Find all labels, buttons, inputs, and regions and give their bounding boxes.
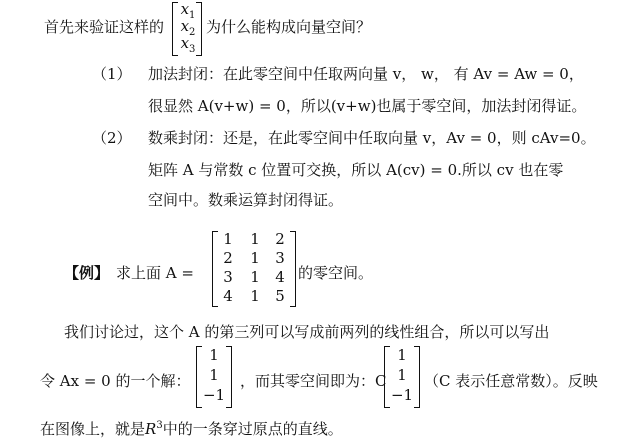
para-line3-after: 中的一条穿过原点的直线。 — [162, 420, 343, 438]
vector-entry-3: $x_3$ — [180, 34, 196, 55]
solution-vector — [196, 346, 232, 408]
solution-entry-2: 1 — [209, 366, 219, 384]
nullspace-vector — [384, 346, 420, 408]
para-line2-mid: ，而其零空间即为：C — [240, 372, 387, 390]
solution-entry-1: 1 — [209, 346, 219, 364]
example-after: 的零空间。 — [298, 264, 374, 282]
matrix-cell: 1 — [250, 230, 260, 248]
para-line1: 我们讨论过，这个 A 的第三列可以写成前两列的线性组合，所以可以写出 — [64, 323, 550, 341]
matrix-cell: 1 — [250, 268, 260, 286]
para-line3-before: 在图像上，就是 — [40, 420, 146, 438]
item2-line1: 数乘封闭：还是，在此零空间中任取向量 v，Av = 0，则 cAv=0。 — [148, 129, 596, 147]
nullspace-entry-3: −1 — [390, 386, 414, 404]
matrix-cell: 1 — [250, 249, 260, 267]
matrix-cell: 4 — [275, 268, 285, 286]
matrix-left-bracket — [212, 231, 218, 307]
item2-line3: 空间中。数乘运算封闭得证。 — [148, 191, 344, 209]
solution-right-bracket — [226, 346, 232, 408]
item1-line1: 加法封闭：在此零空间中任取两向量 v， w， 有 Av = Aw = 0， — [148, 65, 584, 83]
matrix-cell: 3 — [275, 249, 285, 267]
para-line2-before: 令 Ax = 0 的一个解： — [40, 372, 191, 390]
nullspace-entry-2: 1 — [397, 366, 407, 384]
r-symbol: R — [145, 420, 157, 438]
item1-number: （1） — [92, 65, 132, 83]
vector-entry-2: $x_2$ — [180, 17, 196, 38]
matrix-cell: 4 — [223, 287, 233, 305]
item2-line2: 矩阵 A 与常数 c 位置可交换，所以 A(cv) = 0.所以 cv 也在零 — [148, 161, 564, 179]
matrix-cell: 2 — [223, 249, 233, 267]
intro-text-before: 首先来验证这样的 — [44, 18, 165, 36]
nullspace-entry-1: 1 — [397, 346, 407, 364]
vector-right-bracket — [196, 2, 202, 56]
matrix-cell: 1 — [250, 287, 260, 305]
para-line3 — [40, 418, 343, 439]
matrix-cell: 2 — [275, 230, 285, 248]
vector-entry-1: $x_1$ — [180, 0, 196, 21]
item1-line2: 很显然 A(v+w) = 0，所以(v+w)也属于零空间，加法封闭得证。 — [148, 97, 587, 115]
item2-number: （2） — [92, 129, 132, 147]
vector-left-bracket — [172, 2, 178, 56]
intro-vector — [172, 2, 202, 56]
matrix-cell: 3 — [223, 268, 233, 286]
example-matrix — [212, 231, 296, 307]
example-label: 【例】 — [64, 264, 110, 282]
matrix-cell: 5 — [275, 287, 285, 305]
solution-entry-3: −1 — [202, 386, 226, 404]
matrix-right-bracket — [290, 231, 296, 307]
nullspace-right-bracket — [414, 346, 420, 408]
matrix-cell: 1 — [223, 230, 233, 248]
para-line2-after: （C 表示任意常数）。反映 — [424, 372, 598, 390]
r-superscript: 3 — [156, 420, 163, 431]
example-text: 求上面 A = — [116, 264, 194, 282]
intro-text-after: 为什么能构成向量空间？ — [206, 18, 372, 36]
